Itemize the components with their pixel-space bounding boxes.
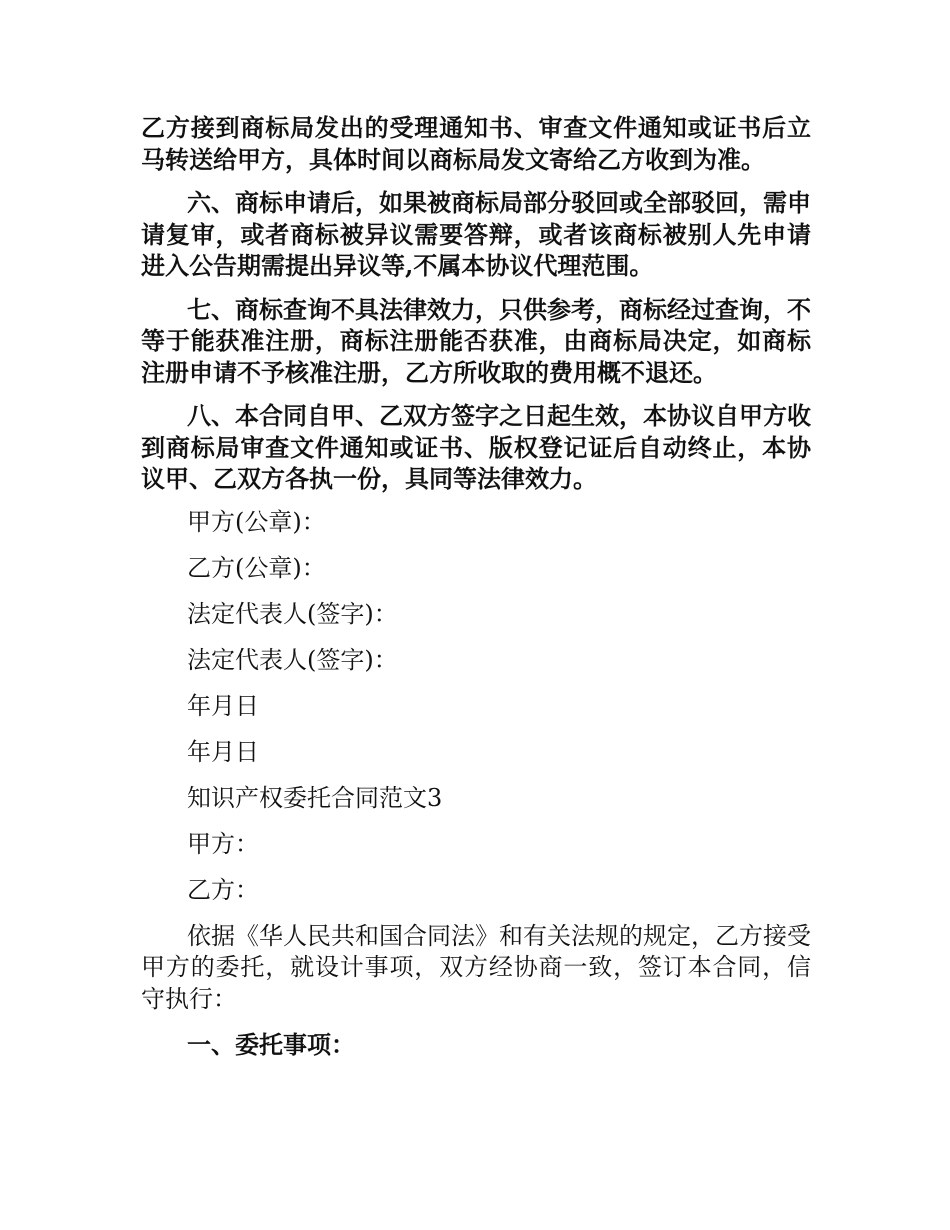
date-field-b: 年月日 (187, 737, 259, 766)
paragraph-clause-8: 八、本合同自甲、乙双方签字之日起生效，本协议自甲方收到商标局审查文件通知或证书、版权登记证后自动终止，本协议甲、乙双方各执一份，具同等法律效力。 (141, 401, 811, 493)
party-a-label: 甲方： (187, 829, 259, 858)
section-heading: 一、委托事项： (187, 1030, 355, 1059)
contract-sample-title: 知识产权委托合同范文3 (187, 783, 443, 812)
paragraph-continuation: 乙方接到商标局发出的受理通知书、审查文件通知或证书后立马转送给甲方，具体时间以商标局发文寄给乙方收到为准。 (141, 113, 811, 174)
party-b-label: 乙方： (187, 875, 259, 904)
intro-paragraph: 依据《华人民共和国合同法》和有关法规的规定，乙方接受甲方的委托，就设计事项，双方经协商一致，签订本合同，信守执行： (141, 921, 811, 1013)
legal-representative-signature-field-b: 法定代表人(签字)： (187, 645, 398, 674)
document-body (141, 112, 811, 1061)
paragraph-clause-6: 六、商标申请后，如果被商标局部分驳回或全部驳回，需申请复审，或者商标被异议需要答辩，或者该商标被别人先申请进入公告期需提出异议等,不属本协议代理范围。 (141, 188, 811, 280)
paragraph-clause-7: 七、商标查询不具法律效力，只供参考，商标经过查询，不等于能获准注册，商标注册能否获准，由商标局决定，如商标注册申请不予核准注册，乙方所收取的费用概不退还。 (141, 294, 811, 387)
party-a-seal-field: 甲方(公章)： (187, 507, 326, 536)
date-field-a: 年月日 (187, 691, 259, 720)
legal-representative-signature-field-a: 法定代表人(签字)： (187, 599, 398, 628)
party-b-seal-field: 乙方(公章)： (187, 553, 326, 582)
